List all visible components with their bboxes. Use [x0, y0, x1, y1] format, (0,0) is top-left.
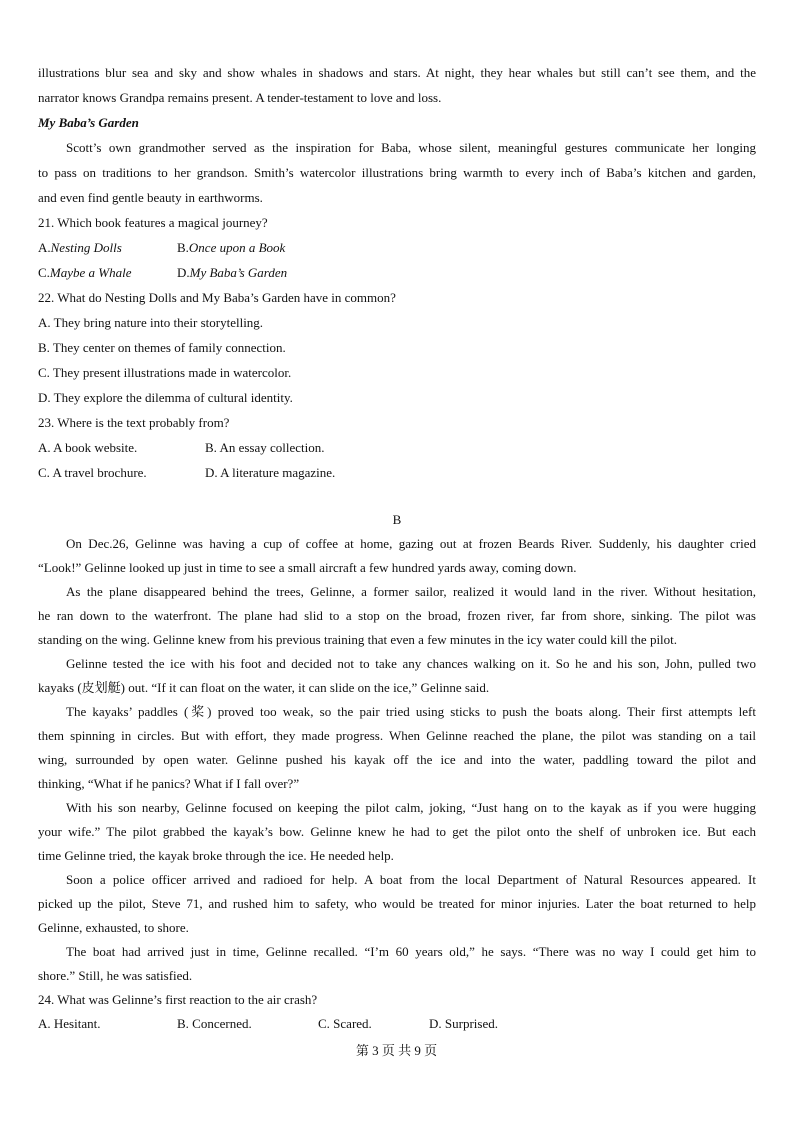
baba-line-3: and even find gentle beauty in earthworms.	[38, 190, 263, 205]
question-21-stem: 21. Which book features a magical journey?	[38, 215, 268, 230]
question-24-stem: 24. What was Gelinne’s first reaction to the air crash?	[38, 992, 318, 1007]
section-b-line: wing, surrounded by open water. Gelinne pushed his kayak off the ice and into the water, paddling toward the pilot and	[38, 752, 756, 767]
question-24-options	[38, 1012, 756, 1036]
section-b-line: shore.” Still, he was satisfied.	[38, 968, 193, 983]
section-b-line: standing on the wing. Gelinne knew from his previous training that even a few minutes in the icy water could kill the pilot.	[38, 632, 678, 647]
section-b-line: time Gelinne tried, the kayak broke through the ice. He needed help.	[38, 848, 394, 863]
option-21-a[interactable]: A.Nesting Dolls	[38, 240, 122, 255]
option-22-d[interactable]: D. They explore the dilemma of cultural identity.	[38, 390, 293, 405]
option-23-a[interactable]: A. A book website.	[38, 440, 138, 455]
baba-line-1: Scott’s own grandmother served as the inspiration for Baba, whose silent, meaningful gestures communicate her longing	[66, 140, 756, 155]
page-number-footer: 第 3 页 共 9 页	[355, 1043, 438, 1058]
option-21-c[interactable]: C.Maybe a Whale	[38, 265, 132, 280]
option-22-b[interactable]: B. They center on themes of family connection.	[38, 340, 286, 355]
section-b-line: Gelinne tested the ice with his foot and decided not to take any chances walking on it. So he and his son, John, pulled two	[66, 656, 756, 671]
page-body	[38, 0, 756, 1036]
passage-a-line-1: illustrations blur sea and sky and show whales in shadows and stars. At night, they hear whales but still can’t see them, and the	[38, 65, 756, 80]
option-21-d[interactable]: D.My Baba’s Garden	[177, 265, 288, 280]
section-b-line: he ran down to the waterfront. The plane had slid to a stop on the broad, frozen river, far from shore, sinking. The pilot was	[38, 608, 756, 623]
question-23-stem: 23. Where is the text probably from?	[38, 415, 230, 430]
question-22-stem: 22. What do Nesting Dolls and My Baba’s Garden have in common?	[38, 290, 396, 305]
section-b-line: With his son nearby, Gelinne focused on keeping the pilot calm, joking, “Just hang on to the kayak as if you were hugging	[66, 800, 756, 815]
option-22-c[interactable]: C. They present illustrations made in watercolor.	[38, 365, 292, 380]
section-b-line: Gelinne, exhausted, to shore.	[38, 920, 189, 935]
option-23-c[interactable]: C. A travel brochure.	[38, 465, 147, 480]
section-b-line: The kayaks’ paddles (桨) proved too weak, so the pair tried using sticks to push the boats along. Their first attempts left	[66, 704, 756, 719]
section-b-line: thinking, “What if he panics? What if I fall over?”	[38, 776, 300, 791]
question-21-options-ab	[38, 235, 756, 260]
option-24-d[interactable]: D. Surprised.	[429, 1016, 498, 1031]
baba-line-2: to pass on traditions to her grandson. Smith’s watercolor illustrations bring warmth to every inch of Baba’s kitchen and garden,	[38, 165, 756, 180]
option-22-a[interactable]: A. They bring nature into their storytelling.	[38, 315, 264, 330]
option-23-b[interactable]: B. An essay collection.	[205, 440, 325, 455]
book-title-baba: My Baba’s Garden	[38, 115, 139, 130]
question-23-options-ab	[38, 435, 756, 460]
option-24-c[interactable]: C. Scared.	[318, 1016, 372, 1031]
question-23-options-cd	[38, 460, 756, 485]
option-23-d[interactable]: D. A literature magazine.	[205, 465, 336, 480]
section-b-line: Soon a police officer arrived and radioed for help. A boat from the local Department of Natural Resources appeared. It	[66, 872, 756, 887]
section-b-line: “Look!” Gelinne looked up just in time to see a small aircraft a few hundred yards away, coming down.	[38, 560, 577, 575]
section-b-line: The boat had arrived just in time, Gelinne recalled. “I’m 60 years old,” he says. “There was no way I could get him to	[66, 944, 756, 959]
section-b-heading: B	[392, 512, 402, 527]
option-21-b[interactable]: B.Once upon a Book	[177, 240, 286, 255]
option-24-b[interactable]: B. Concerned.	[177, 1016, 252, 1031]
section-b-line: On Dec.26, Gelinne was having a cup of coffee at home, gazing out at frozen Beards River. Suddenly, his daughter cried	[66, 536, 756, 551]
passage-a-line-2: narrator knows Grandpa remains present. A tender-testament to love and loss.	[38, 90, 442, 105]
section-b-passage	[38, 532, 756, 988]
section-b-line: them spinning in circles. But with effort, they made progress. When Gelinne reached the plane, the pilot was standing on a tail	[38, 728, 756, 743]
question-21-options-cd	[38, 260, 756, 285]
option-24-a[interactable]: A. Hesitant.	[38, 1016, 101, 1031]
section-b-line: As the plane disappeared behind the trees, Gelinne, a former sailor, realized it would land in the river. Without hesitation,	[66, 584, 756, 599]
section-b-line: picked up the pilot, Steve 71, and rushed him to safety, who would be treated for minor injuries. Later the boat returned to help	[38, 896, 756, 911]
section-b-line: kayaks (皮划艇) out. “If it can float on the water, it can slide on the ice,” Gelinne said.	[38, 680, 490, 695]
section-b-line: your wife.” The pilot grabbed the kayak’s bow. Gelinne knew he had to get the pilot onto the shelf of unbroken ice. But each	[38, 824, 756, 839]
